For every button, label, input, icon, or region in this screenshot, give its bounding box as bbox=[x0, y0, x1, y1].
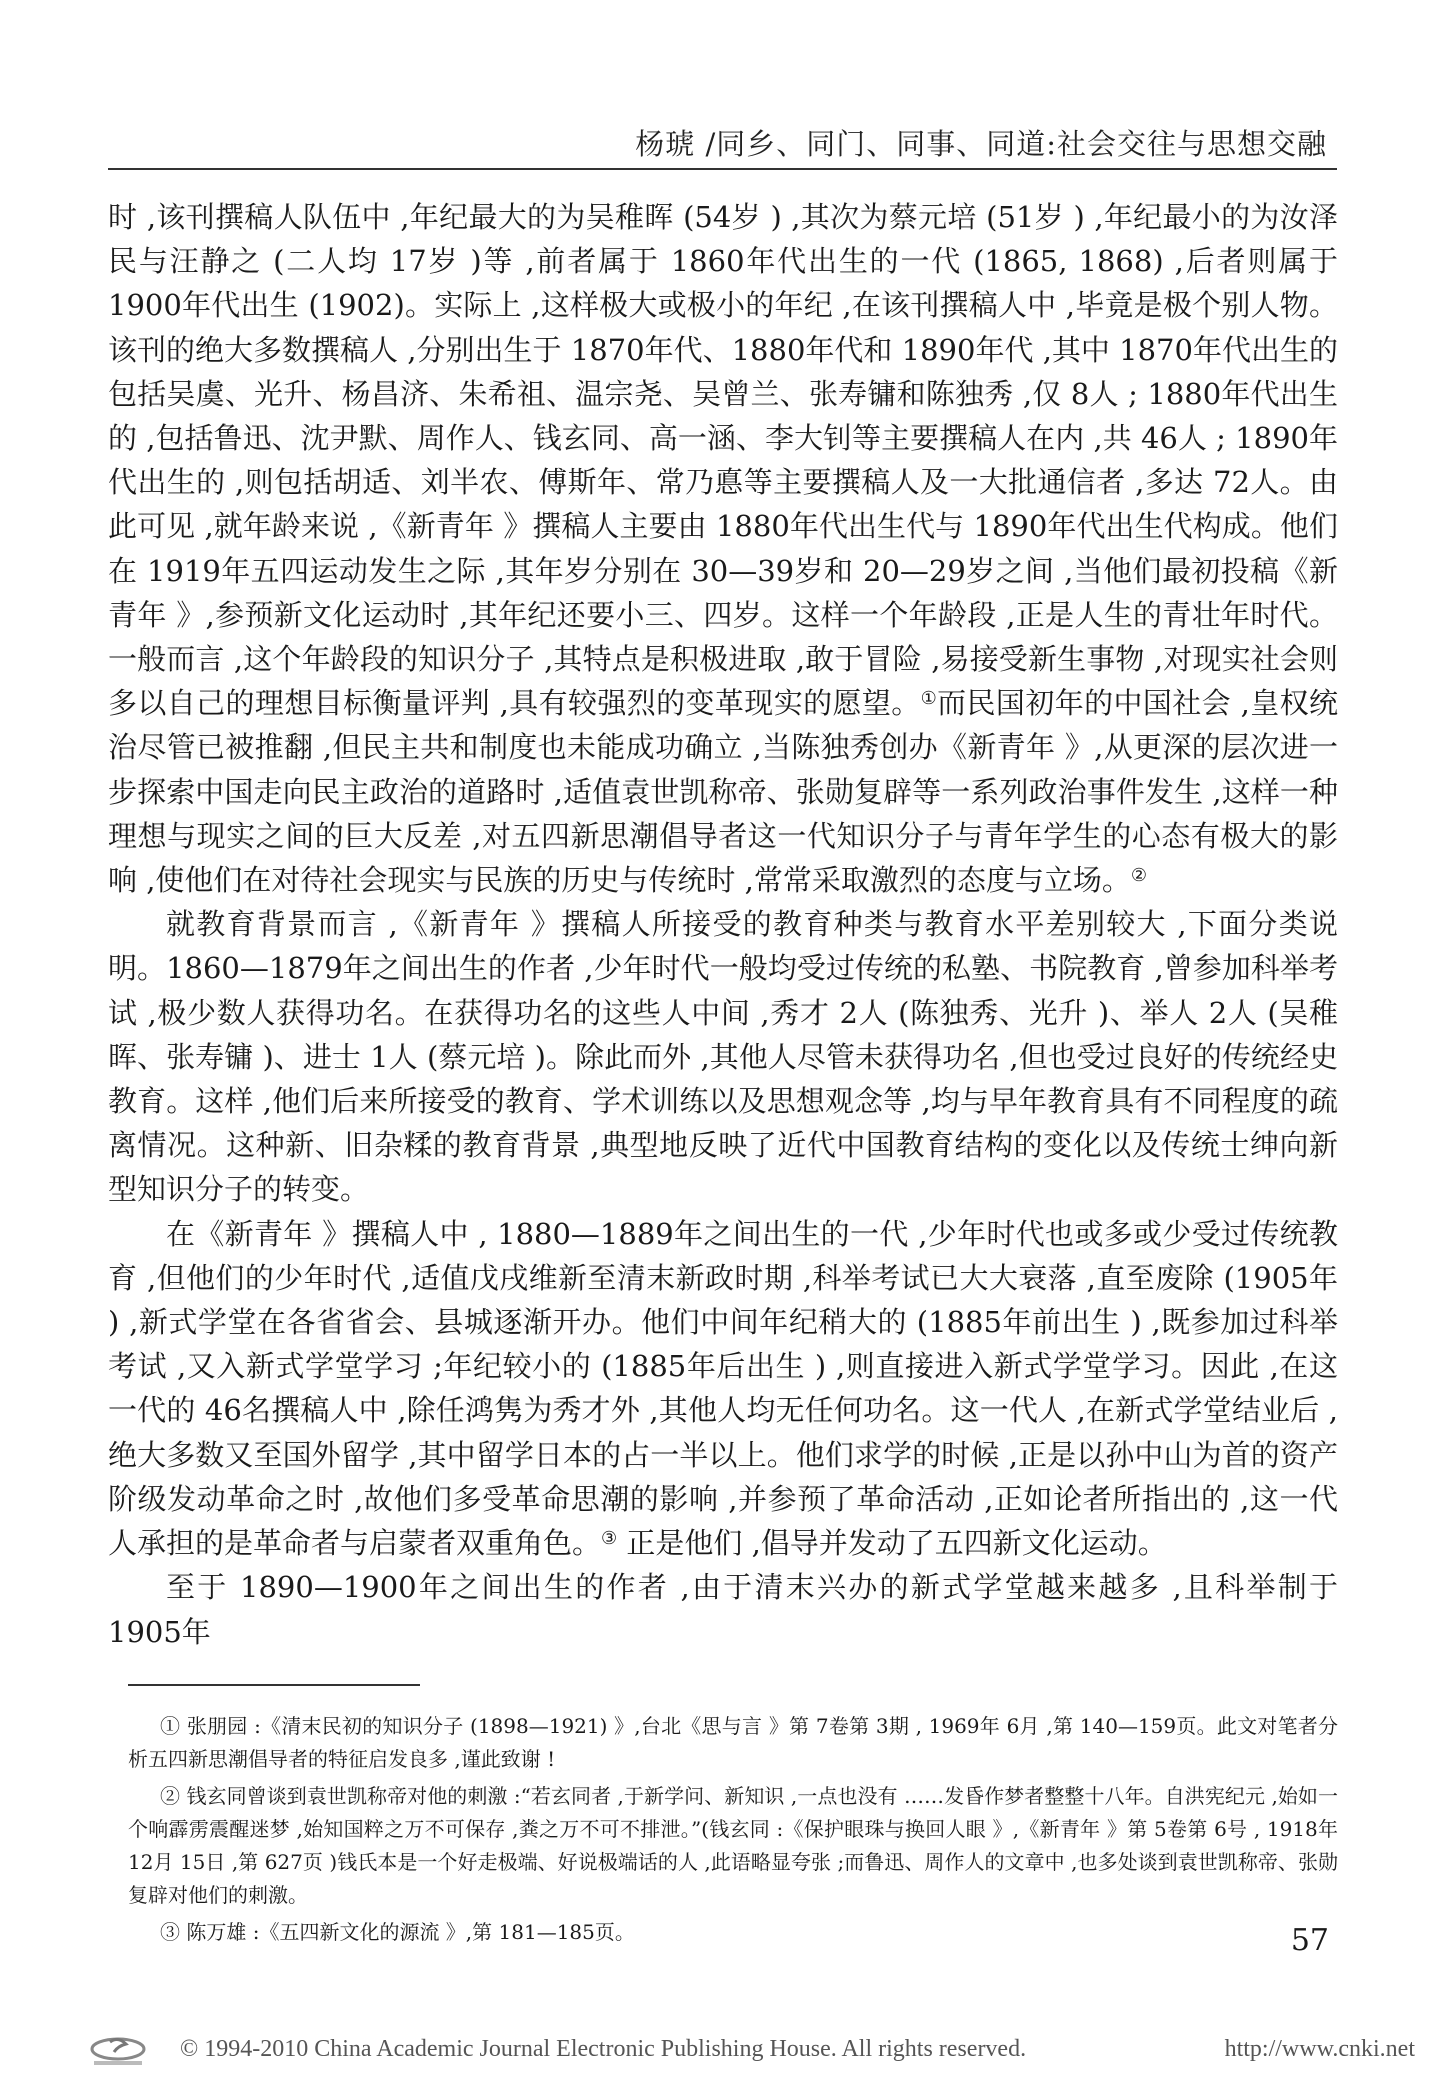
footnote-ref-1[interactable]: ① bbox=[920, 688, 938, 710]
running-title: 杨琥 /同乡、同门、同事、同道:社会交往与思想交融 bbox=[635, 127, 1327, 161]
footnote-1: ① 张朋园 :《清末民初的知识分子 (1898—1921) 》,台北《思与言 》第 7卷第 3期 , 1969年 6月 ,第 140—159页。此文对笔者分析五四新思潮倡导者的特征启发良多 ,谨此致谢 ! bbox=[128, 1714, 1338, 1771]
copyright-footer bbox=[80, 2034, 1415, 2074]
main-text bbox=[108, 195, 1338, 1654]
paragraph-4: 至于 1890—1900年之间出生的作者 ,由于清末兴办的新式学堂越来越多 ,且科举制于 1905年 bbox=[108, 1570, 1338, 1649]
footnote-3: ③ 陈万雄 :《五四新文化的源流 》,第 181—185页。 bbox=[160, 1920, 635, 1944]
header-rule bbox=[108, 168, 1337, 170]
cnki-link[interactable]: http://www.cnki.net bbox=[1224, 2036, 1415, 2062]
footnote-ref-3[interactable]: ③ bbox=[601, 1528, 618, 1550]
running-header bbox=[108, 118, 1337, 170]
footnote-ref-2[interactable]: ② bbox=[1130, 865, 1148, 887]
footnote-2: ② 钱玄同曾谈到袁世凯称帝对他的刺激 :“若玄同者 ,于新学问、新知识 ,一点也没有 ……发昏作梦者整整十八年。自洪宪纪元 ,始如一个响霹雳震醒迷梦 ,始知国粹之万不可保存 ,粪之万不可不排泄。”(钱玄同 :《保护眼珠与换回人眼 》,《新青年 》第 5卷第 6号 , 1918年 12月 15日 ,第 627页 )钱氏本是一个好走极端、好说极端话的人 ,此语略显夸张 ;而鲁迅、周作人的文章中 ,也多处谈到袁世凯称帝、张勋复辟对他们的刺激。 bbox=[128, 1784, 1338, 1907]
page-number: 57 bbox=[1290, 1923, 1329, 1958]
copyright-text: © 1994-2010 China Academic Journal Electronic Publishing House. All rights reserved. bbox=[180, 2036, 1027, 2062]
footnotes bbox=[128, 1710, 1338, 1953]
footnote-rule bbox=[128, 1684, 420, 1686]
paragraph-2: 就教育背景而言 ,《新青年 》撰稿人所接受的教育种类与教育水平差别较大 ,下面分类说明。1860—1879年之间出生的作者 ,少年时代一般均受过传统的私塾、书院教育 ,曾参加科举考试 ,极少数人获得功名。在获得功名的这些人中间 ,秀才 2人 (陈独秀、光升 )、举人 2人 (吴稚晖、张寿镛 )、进士 1人 (蔡元培 )。除此而外 ,其他人尽管未获得功名 ,但也受过良好的传统经史教育。这样 ,他们后来所接受的教育、学术训练以及思想观念等 ,均与早年教育具有不同程度的疏离情况。这种新、旧杂糅的教育背景 ,典型地反映了近代中国教育结构的变化以及传统士绅向新型知识分子的转变。 bbox=[108, 907, 1338, 1207]
paragraph-1: 时 ,该刊撰稿人队伍中 ,年纪最大的为吴稚晖 (54岁 ) ,其次为蔡元培 (51岁 ) ,年纪最小的为汝泽民与汪静之 (二人均 17岁 )等 ,前者属于 1860年代出生的一代 (1865, 1868) ,后者则属于 1900年代出生 (1902)。实际上 ,这样极大或极小的年纪 ,在该刊撰稿人中 ,毕竟是极个别人物。该刊的绝大多数撰稿人 ,分别出生于 1870年代、1880年代和 1890年代 ,其中 1870年代出生的包括吴虞、光升、杨昌济、朱希祖、温宗尧、吴曾兰、张寿镛和陈独秀 ,仅 8人 ; 1880年代出生的 ,包括鲁迅、沈尹默、周作人、钱玄同、高一涵、李大钊等主要撰稿人在内 ,共 46人 ; 1890年代出生的 ,则包括胡适、刘半农、傅斯年、常乃悳等主要撰稿人及一大批通信者 ,多达 72人。由此可见 ,就年龄来说 ,《新青年 》撰稿人主要由 1880年代出生代与 1890年代出生代构成。他们在 1919年五四运动发生之际 ,其年岁分别在 30—39岁和 20—29岁之间 ,当他们最初投稿《新青年 》,参预新文化运动时 ,其年纪还要小三、四岁。这样一个年龄段 ,正是人生的青壮年时代。一般而言 ,这个年龄段的知识分子 ,其特点是积极进取 ,敢于冒险 ,易接受新生事物 ,对现实社会则多以自己的理想目标衡量评判 ,具有较强烈的变革现实的愿望。①而民国初年的中国社会 ,皇权统治尽管已被推翻 ,但民主共和制度也未能成功确立 ,当陈独秀创办《新青年 》,从更深的层次进一步探索中国走向民主政治的道路时 ,适值袁世凯称帝、张勋复辟等一系列政治事件发生 ,这样一种理想与现实之间的巨大反差 ,对五四新思潮倡导者这一代知识分子与青年学生的心态有极大的影响 ,使他们在对待社会现实与民族的历史与传统时 ,常常采取激烈的态度与立场。② bbox=[108, 200, 1338, 898]
cnki-logo-icon bbox=[80, 2034, 156, 2068]
paragraph-3: 在《新青年 》撰稿人中 , 1880—1889年之间出生的一代 ,少年时代也或多或少受过传统教育 ,但他们的少年时代 ,适值戊戌维新至清末新政时期 ,科举考试已大大衰落 ,直至废除 (1905年 ) ,新式学堂在各省省会、县城逐渐开办。他们中间年纪稍大的 (1885年前出生 ) ,既参加过科举考试 ,又入新式学堂学习 ;年纪较小的 (1885年后出生 ) ,则直接进入新式学堂学习。因此 ,在这一代的 46名撰稿人中 ,除任鸿隽为秀才外 ,其他人均无任何功名。这一代人 ,在新式学堂结业后 ,绝大多数又至国外留学 ,其中留学日本的占一半以上。他们求学的时候 ,正是以孙中山为首的资产阶级发动革命之时 ,故他们多受革命思潮的影响 ,并参预了革命活动 ,正如论者所指出的 ,这一代人承担的是革命者与启蒙者双重角色。③ 正是他们 ,倡导并发动了五四新文化运动。 bbox=[108, 1216, 1338, 1561]
